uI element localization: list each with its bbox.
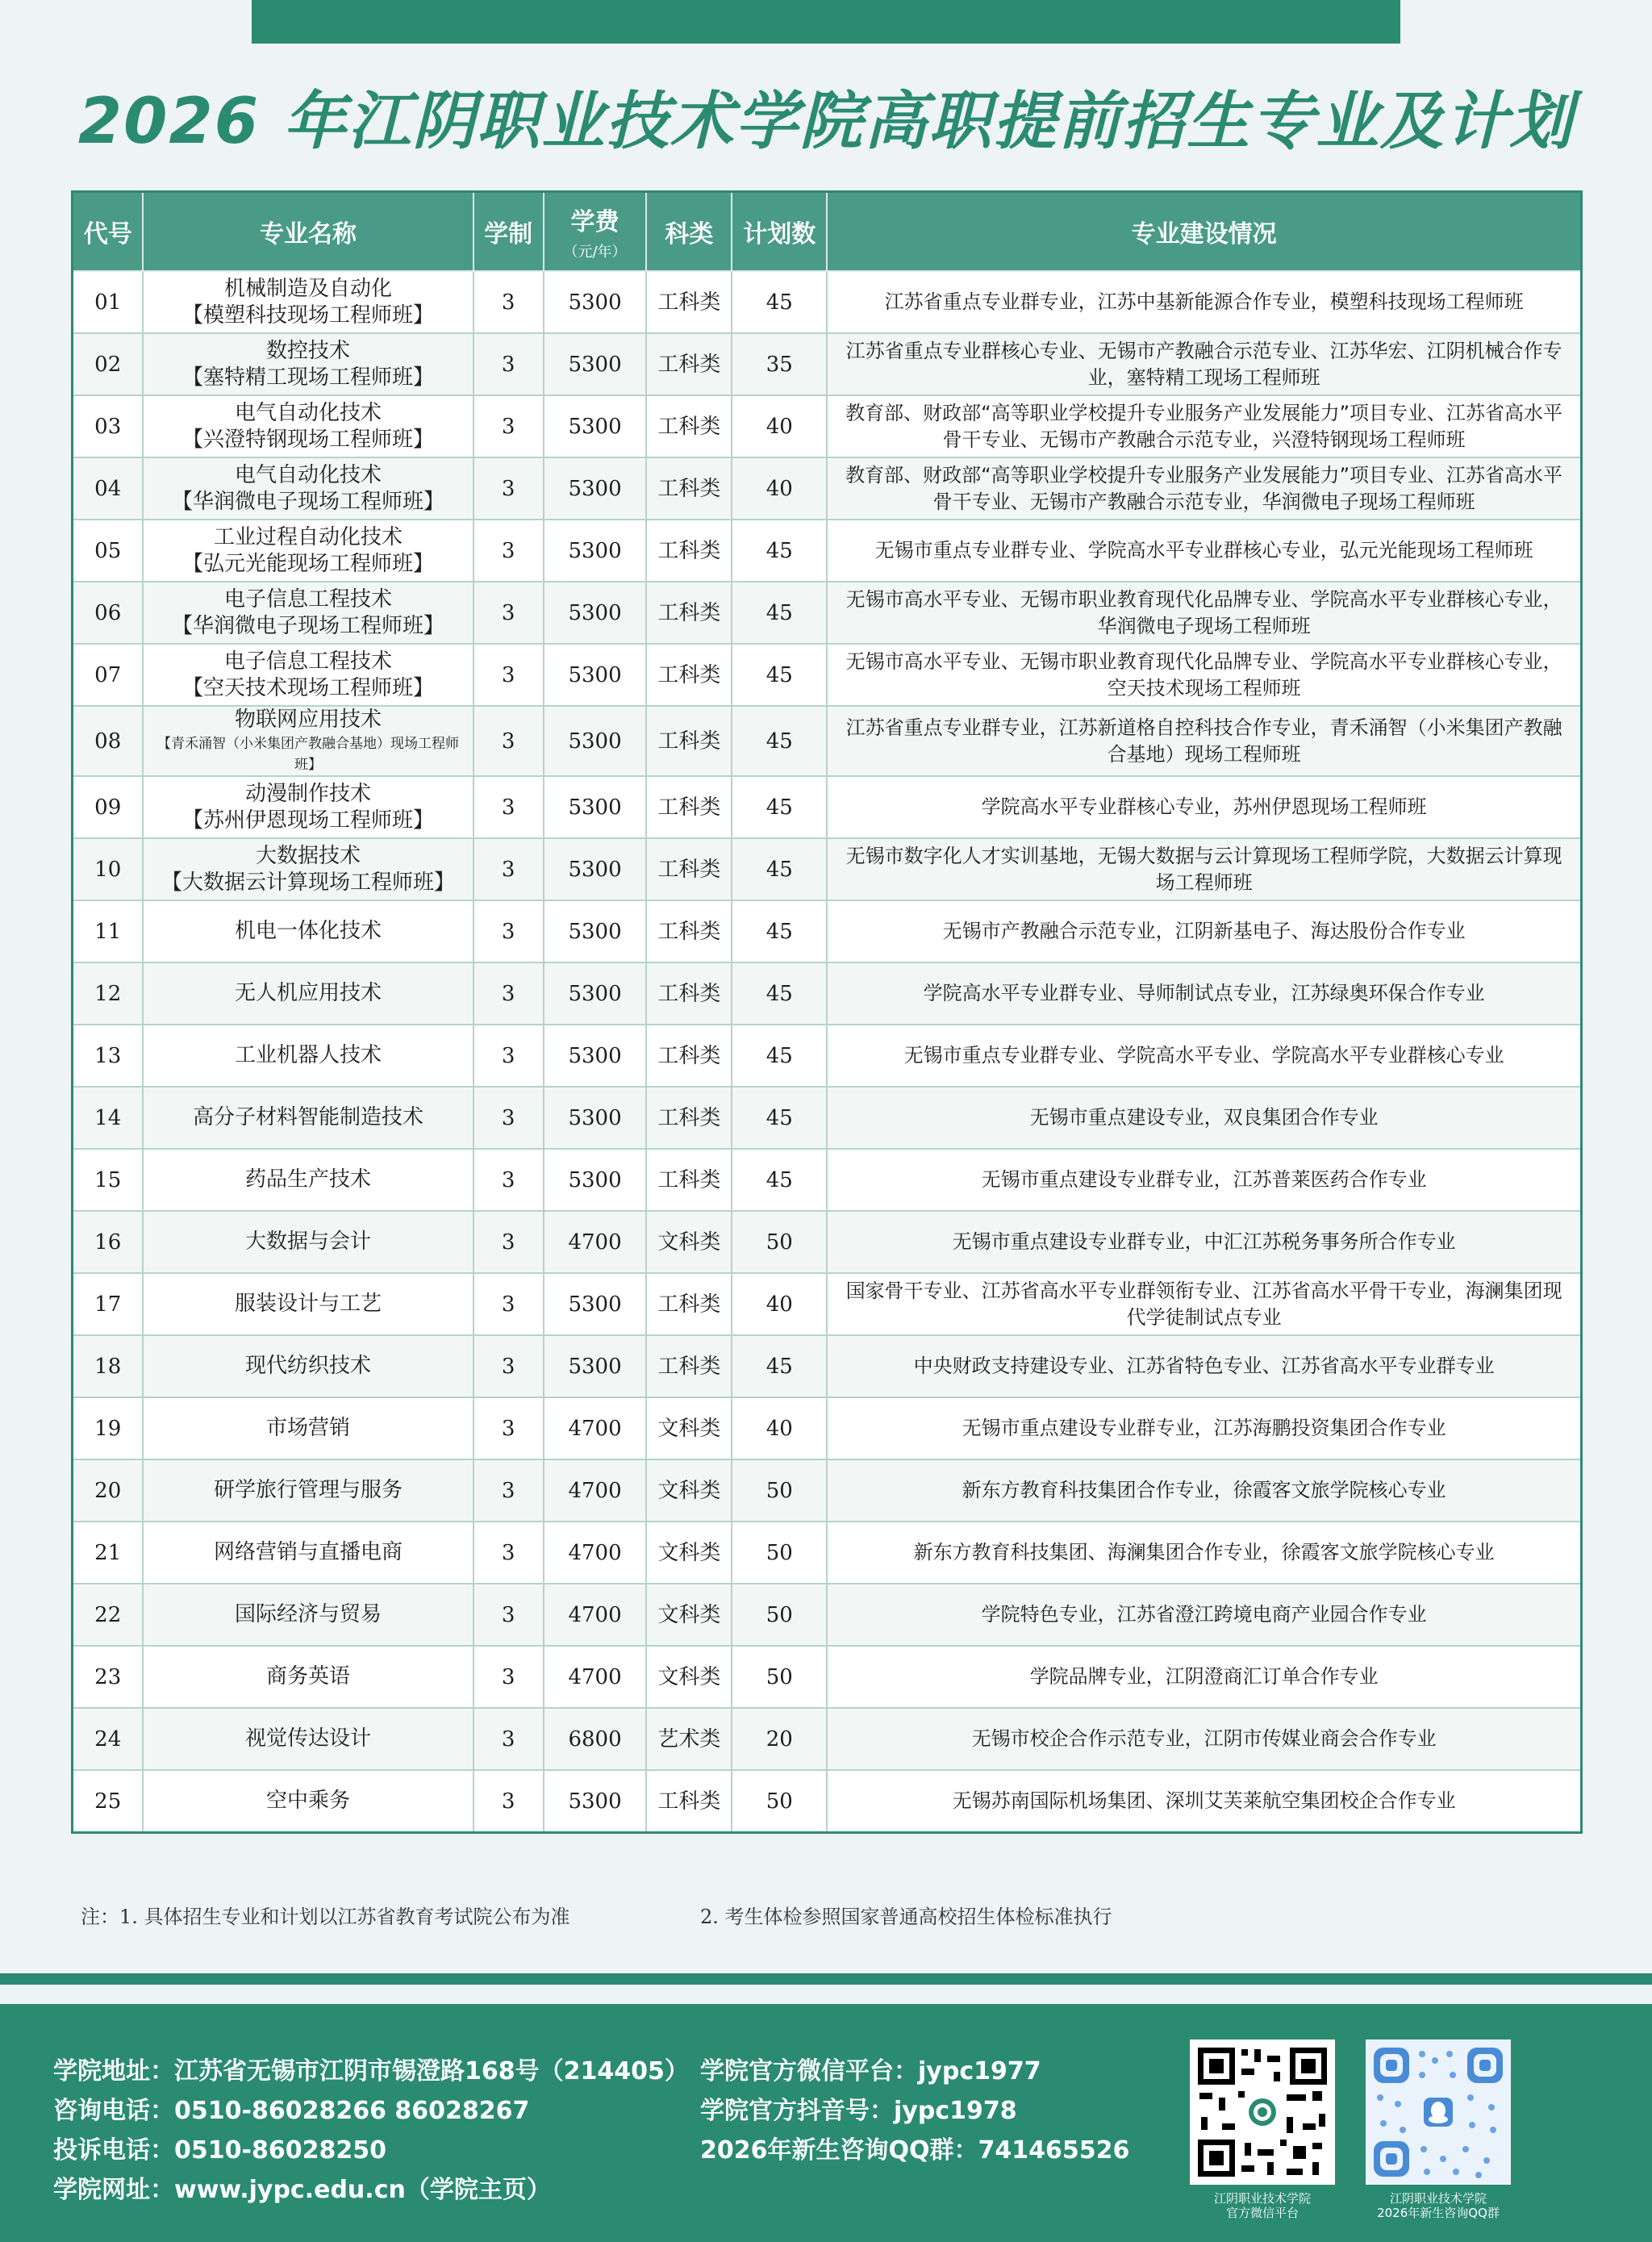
table-row	[73, 271, 1582, 333]
major-name: 国际经济与贸易	[235, 1602, 382, 1626]
cell-fee: 5300	[544, 706, 647, 776]
cell-fee: 5300	[544, 333, 647, 395]
major-name: 工业过程自动化技术	[214, 524, 403, 549]
cell-fee: 5300	[544, 1335, 647, 1397]
cell-plan: 40	[732, 457, 827, 520]
cell-plan: 45	[732, 520, 827, 582]
cell-category: 工科类	[646, 1025, 732, 1087]
cell-duration: 3	[473, 1087, 544, 1149]
qq-qr-caption	[1350, 2191, 1527, 2220]
cell-major	[143, 395, 473, 457]
cell-duration: 3	[473, 582, 544, 644]
major-class: 【华润微电子现场工程师班】	[172, 613, 445, 638]
cell-fee: 5300	[544, 457, 647, 520]
cell-major	[143, 1149, 473, 1211]
cell-code: 21	[73, 1522, 144, 1584]
cell-major	[143, 1025, 473, 1087]
cell-plan: 45	[732, 644, 827, 706]
cell-category: 文科类	[646, 1584, 732, 1646]
cell-construction: 无锡市重点建设专业群专业，江苏普莱医药合作专业	[827, 1149, 1581, 1211]
cell-fee: 5300	[544, 1273, 647, 1335]
cell-category: 工科类	[646, 900, 732, 962]
cell-construction: 学院高水平专业群专业、导师制试点专业，江苏绿奥环保合作专业	[827, 962, 1581, 1025]
cell-plan: 50	[732, 1211, 827, 1273]
table-row	[73, 1646, 1582, 1708]
cell-major	[143, 1584, 473, 1646]
cell-category: 工科类	[646, 1335, 732, 1397]
cell-plan: 45	[732, 582, 827, 644]
cell-fee: 4700	[544, 1646, 647, 1708]
cell-code: 03	[73, 395, 144, 457]
cell-fee: 5300	[544, 776, 647, 838]
cell-duration: 3	[473, 1770, 544, 1833]
table-row	[73, 900, 1582, 962]
table-row	[73, 1708, 1582, 1770]
cell-plan: 40	[732, 1397, 827, 1459]
cell-duration: 3	[473, 838, 544, 900]
cell-category: 工科类	[646, 1770, 732, 1833]
cell-construction: 无锡市重点建设专业群专业，江苏海鹏投资集团合作专业	[827, 1397, 1581, 1459]
cell-fee: 4700	[544, 1459, 647, 1522]
cell-construction: 无锡市重点建设专业，双良集团合作专业	[827, 1087, 1581, 1149]
cell-plan: 45	[732, 1149, 827, 1211]
cell-fee: 5300	[544, 838, 647, 900]
cell-fee: 4700	[544, 1522, 647, 1584]
cell-plan: 45	[732, 1087, 827, 1149]
major-name: 网络营销与直播电商	[214, 1540, 403, 1564]
note-1: 注：1. 具体招生专业和计划以江苏省教育考试院公布为准	[81, 1906, 570, 1928]
cell-duration: 3	[473, 1273, 544, 1335]
consult-phone: 咨询电话：0510-86028266 86028267	[53, 2097, 530, 2125]
col-header-fee	[544, 192, 647, 272]
cell-code: 19	[73, 1397, 144, 1459]
cell-category: 工科类	[646, 395, 732, 457]
cell-plan: 35	[732, 333, 827, 395]
major-class: 【模塑科技现场工程师班】	[182, 303, 435, 328]
cell-duration: 3	[473, 457, 544, 520]
wechat-qr-icon	[1190, 2040, 1335, 2185]
cell-category: 工科类	[646, 1273, 732, 1335]
major-name: 物联网应用技术	[235, 708, 382, 732]
cell-category: 文科类	[646, 1646, 732, 1708]
wechat-qr-code[interactable]	[1190, 2040, 1335, 2185]
major-class: 【塞特精工现场工程师班】	[182, 365, 435, 390]
col-header-code: 代号	[73, 192, 144, 272]
cell-duration: 3	[473, 271, 544, 333]
cell-category: 文科类	[646, 1397, 732, 1459]
cell-construction: 江苏省重点专业群专业，江苏中基新能源合作专业，模塑科技现场工程师班	[827, 271, 1581, 333]
cell-fee: 5300	[544, 1025, 647, 1087]
cell-major	[143, 1211, 473, 1273]
cell-construction: 无锡市数字化人才实训基地，无锡大数据与云计算现场工程师学院，大数据云计算现场工程师班	[827, 838, 1581, 900]
cell-category: 艺术类	[646, 1708, 732, 1770]
cell-construction: 无锡市高水平专业、无锡市职业教育现代化品牌专业、学院高水平专业群核心专业，华润微电子现场工程师班	[827, 582, 1581, 644]
major-class: 【大数据云计算现场工程师班】	[161, 870, 456, 895]
cell-plan: 50	[732, 1522, 827, 1584]
cell-fee: 5300	[544, 271, 647, 333]
enrollment-plan-table	[71, 190, 1583, 1834]
cell-plan: 45	[732, 1025, 827, 1087]
cell-construction: 新东方教育科技集团合作专业，徐霞客文旅学院核心专业	[827, 1459, 1581, 1522]
table-row	[73, 1335, 1582, 1397]
cell-code: 10	[73, 838, 144, 900]
cell-duration: 3	[473, 1522, 544, 1584]
cell-category: 工科类	[646, 271, 732, 333]
table-row	[73, 582, 1582, 644]
cell-plan: 45	[732, 706, 827, 776]
major-name: 动漫制作技术	[245, 781, 372, 806]
cell-construction: 学院特色专业，江苏省澄江跨境电商产业园合作专业	[827, 1584, 1581, 1646]
cell-category: 工科类	[646, 962, 732, 1025]
footer	[0, 2004, 1652, 2242]
cell-construction: 教育部、财政部“高等职业学校提升专业服务产业发展能力”项目专业、江苏省高水平骨干专业、无锡市产教融合示范专业，兴澄特钢现场工程师班	[827, 395, 1581, 457]
major-name: 现代纺织技术	[245, 1354, 372, 1378]
major-name: 大数据与会计	[245, 1230, 372, 1254]
cell-major	[143, 962, 473, 1025]
major-name: 电气自动化技术	[235, 462, 382, 487]
cell-category: 工科类	[646, 1087, 732, 1149]
cell-construction: 学院品牌专业，江阴澄商汇订单合作专业	[827, 1646, 1581, 1708]
table-row	[73, 1025, 1582, 1087]
major-name: 大数据技术	[256, 843, 361, 868]
cell-duration: 3	[473, 520, 544, 582]
table-row	[73, 1087, 1582, 1149]
cell-duration: 3	[473, 1211, 544, 1273]
cell-duration: 3	[473, 1335, 544, 1397]
cell-code: 11	[73, 900, 144, 962]
cell-code: 06	[73, 582, 144, 644]
complaint-phone: 投诉电话：0510-86028250	[53, 2136, 386, 2165]
cell-major	[143, 1273, 473, 1335]
cell-duration: 3	[473, 962, 544, 1025]
cell-plan: 45	[732, 1335, 827, 1397]
cell-code: 04	[73, 457, 144, 520]
cell-code: 22	[73, 1584, 144, 1646]
cell-fee: 5300	[544, 582, 647, 644]
major-class: 【青禾涌智（小米集团产教融合基地）现场工程师班】	[157, 736, 460, 773]
table-row	[73, 520, 1582, 582]
table-row	[73, 333, 1582, 395]
table-row	[73, 1211, 1582, 1273]
cell-plan: 50	[732, 1584, 827, 1646]
cell-duration: 3	[473, 776, 544, 838]
cell-duration: 3	[473, 395, 544, 457]
cell-plan: 45	[732, 962, 827, 1025]
cell-plan: 50	[732, 1459, 827, 1522]
cell-major	[143, 1522, 473, 1584]
cell-construction: 无锡市校企合作示范专业，江阴市传媒业商会合作专业	[827, 1708, 1581, 1770]
major-name: 工业机器人技术	[235, 1043, 382, 1067]
major-name: 机电一体化技术	[235, 919, 382, 943]
table-row	[73, 457, 1582, 520]
cell-code: 09	[73, 776, 144, 838]
col-header-category: 科类	[646, 192, 732, 272]
wechat-account: 学院官方微信平台：jypc1977	[700, 2057, 1041, 2085]
cell-major	[143, 333, 473, 395]
major-name: 服装设计与工艺	[235, 1292, 382, 1316]
cell-major	[143, 644, 473, 706]
cell-code: 18	[73, 1335, 144, 1397]
cell-construction: 教育部、财政部“高等职业学校提升专业服务产业发展能力”项目专业、江苏省高水平骨干专业、无锡市产教融合示范专业，华润微电子现场工程师班	[827, 457, 1581, 520]
cell-fee: 5300	[544, 644, 647, 706]
col-header-duration: 学制	[473, 192, 544, 272]
cell-category: 工科类	[646, 457, 732, 520]
cell-code: 25	[73, 1770, 144, 1833]
cell-code: 14	[73, 1087, 144, 1149]
cell-plan: 45	[732, 776, 827, 838]
cell-code: 05	[73, 520, 144, 582]
cell-construction: 无锡市高水平专业、无锡市职业教育现代化品牌专业、学院高水平专业群核心专业，空天技术现场工程师班	[827, 644, 1581, 706]
cell-duration: 3	[473, 1646, 544, 1708]
cell-construction: 无锡市重点专业群专业、学院高水平专业群核心专业，弘元光能现场工程师班	[827, 520, 1581, 582]
cell-plan: 45	[732, 838, 827, 900]
cell-major	[143, 1708, 473, 1770]
cell-major	[143, 457, 473, 520]
major-class: 【兴澄特钢现场工程师班】	[182, 427, 435, 452]
cell-category: 工科类	[646, 776, 732, 838]
cell-code: 17	[73, 1273, 144, 1335]
table-header-row	[73, 192, 1582, 272]
cell-category: 文科类	[646, 1459, 732, 1522]
table-row	[73, 838, 1582, 900]
cell-plan: 40	[732, 1273, 827, 1335]
cell-category: 工科类	[646, 333, 732, 395]
cell-code: 20	[73, 1459, 144, 1522]
cell-construction: 无锡市重点建设专业群专业，中汇江苏税务事务所合作专业	[827, 1211, 1581, 1273]
major-name: 数控技术	[266, 338, 351, 363]
cell-fee: 5300	[544, 1087, 647, 1149]
cell-fee: 5300	[544, 520, 647, 582]
cell-major	[143, 776, 473, 838]
cell-duration: 3	[473, 644, 544, 706]
table-body	[73, 271, 1582, 1833]
cell-code: 02	[73, 333, 144, 395]
col-header-plan: 计划数	[732, 192, 827, 272]
cell-major	[143, 271, 473, 333]
col-header-major: 专业名称	[143, 192, 473, 272]
qq-qr-caption-line1: 江阴职业技术学院	[1389, 2191, 1487, 2206]
cell-construction: 新东方教育科技集团、海澜集团合作专业，徐霞客文旅学院核心专业	[827, 1522, 1581, 1584]
table-row	[73, 962, 1582, 1025]
major-name: 电子信息工程技术	[224, 649, 393, 674]
cell-fee: 4700	[544, 1584, 647, 1646]
major-name: 空中乘务	[266, 1789, 351, 1813]
major-name: 机械制造及自动化	[224, 276, 393, 301]
table-row	[73, 706, 1582, 776]
cell-code: 16	[73, 1211, 144, 1273]
cell-plan: 50	[732, 1770, 827, 1833]
cell-major	[143, 900, 473, 962]
cell-plan: 20	[732, 1708, 827, 1770]
cell-duration: 3	[473, 900, 544, 962]
douyin-account: 学院官方抖音号：jypc1978	[700, 2097, 1017, 2125]
table-row	[73, 1584, 1582, 1646]
cell-code: 07	[73, 644, 144, 706]
cell-major	[143, 520, 473, 582]
fee-label: 学费	[570, 208, 620, 236]
major-name: 研学旅行管理与服务	[214, 1478, 403, 1502]
major-name: 药品生产技术	[245, 1167, 372, 1192]
cell-duration: 3	[473, 1025, 544, 1087]
note-2: 2. 考生体检参照国家普通高校招生体检标准执行	[700, 1906, 1112, 1928]
cell-major	[143, 1335, 473, 1397]
cell-construction: 无锡市产教融合示范专业，江阴新基电子、海达股份合作专业	[827, 900, 1581, 962]
cell-code: 01	[73, 271, 144, 333]
cell-code: 15	[73, 1149, 144, 1211]
table-row	[73, 1770, 1582, 1833]
cell-category: 工科类	[646, 644, 732, 706]
cell-major	[143, 1459, 473, 1522]
table-row	[73, 776, 1582, 838]
table-row	[73, 1149, 1582, 1211]
cell-code: 08	[73, 706, 144, 776]
wechat-qr-caption-line2: 官方微信平台	[1225, 2206, 1299, 2220]
major-class: 【弘元光能现场工程师班】	[182, 551, 435, 576]
major-class: 【华润微电子现场工程师班】	[172, 489, 445, 514]
cell-category: 工科类	[646, 520, 732, 582]
table-row	[73, 1459, 1582, 1522]
cell-major	[143, 706, 473, 776]
address: 学院地址：江苏省无锡市江阴市锡澄路168号（214405）	[53, 2057, 689, 2085]
major-name: 无人机应用技术	[235, 981, 382, 1005]
cell-duration: 3	[473, 1584, 544, 1646]
cell-code: 23	[73, 1646, 144, 1708]
website-link[interactable]: 学院网址：www.jypc.edu.cn（学院主页）	[53, 2176, 551, 2204]
top-decor-bar	[252, 0, 1400, 44]
qq-qr-code[interactable]	[1366, 2040, 1511, 2185]
cell-construction: 江苏省重点专业群核心专业、无锡市产教融合示范专业、江苏华宏、江阴机械合作专业，塞特精工现场工程师班	[827, 333, 1581, 395]
cell-major	[143, 1087, 473, 1149]
col-header-construction: 专业建设情况	[827, 192, 1581, 272]
cell-category: 工科类	[646, 838, 732, 900]
cell-fee: 5300	[544, 395, 647, 457]
major-name: 商务英语	[266, 1664, 351, 1689]
cell-plan: 45	[732, 900, 827, 962]
table-row	[73, 1273, 1582, 1335]
wechat-qr-caption-line1: 江阴职业技术学院	[1213, 2191, 1311, 2206]
cell-duration: 3	[473, 1397, 544, 1459]
cell-major	[143, 1397, 473, 1459]
table-row	[73, 395, 1582, 457]
fee-unit: （元/年）	[563, 244, 627, 261]
cell-major	[143, 1770, 473, 1833]
cell-plan: 40	[732, 395, 827, 457]
cell-duration: 3	[473, 333, 544, 395]
major-name: 视觉传达设计	[245, 1726, 372, 1751]
cell-category: 文科类	[646, 1211, 732, 1273]
page-title: 2026 年江阴职业技术学院高职提前招生专业及计划	[77, 86, 1575, 158]
cell-category: 工科类	[646, 706, 732, 776]
cell-code: 13	[73, 1025, 144, 1087]
cell-construction: 江苏省重点专业群专业，江苏新道格自控科技合作专业，青禾涌智（小米集团产教融合基地）现场工程师班	[827, 706, 1581, 776]
cell-category: 工科类	[646, 1149, 732, 1211]
table-row	[73, 1397, 1582, 1459]
major-name: 高分子材料智能制造技术	[193, 1105, 424, 1129]
cell-code: 12	[73, 962, 144, 1025]
cell-duration: 3	[473, 1459, 544, 1522]
cell-construction: 无锡市重点专业群专业、学院高水平专业、学院高水平专业群核心专业	[827, 1025, 1581, 1087]
cell-fee: 6800	[544, 1708, 647, 1770]
qq-qr-caption-line2: 2026年新生咨询QQ群	[1377, 2206, 1500, 2220]
cell-construction: 学院高水平专业群核心专业，苏州伊恩现场工程师班	[827, 776, 1581, 838]
major-class: 【苏州伊恩现场工程师班】	[182, 808, 435, 833]
cell-construction: 无锡苏南国际机场集团、深圳艾芙莱航空集团校企合作专业	[827, 1770, 1581, 1833]
qq-qr-icon	[1366, 2040, 1511, 2185]
cell-construction: 国家骨干专业、江苏省高水平专业群领衔专业、江苏省高水平骨干专业，海澜集团现代学徒制试点专业	[827, 1273, 1581, 1335]
cell-fee: 5300	[544, 962, 647, 1025]
cell-major	[143, 582, 473, 644]
cell-plan: 50	[732, 1646, 827, 1708]
cell-code: 24	[73, 1708, 144, 1770]
cell-fee: 5300	[544, 900, 647, 962]
cell-fee: 4700	[544, 1397, 647, 1459]
cell-duration: 3	[473, 1149, 544, 1211]
major-name: 电气自动化技术	[235, 400, 382, 425]
major-name: 市场营销	[266, 1416, 351, 1440]
table-row	[73, 644, 1582, 706]
cell-duration: 3	[473, 1708, 544, 1770]
cell-fee: 4700	[544, 1211, 647, 1273]
major-name: 电子信息工程技术	[224, 587, 393, 612]
cell-fee: 5300	[544, 1770, 647, 1833]
cell-plan: 45	[732, 271, 827, 333]
table-row	[73, 1522, 1582, 1584]
cell-duration: 3	[473, 706, 544, 776]
cell-major	[143, 1646, 473, 1708]
wechat-qr-caption	[1174, 2191, 1351, 2220]
cell-category: 文科类	[646, 1522, 732, 1584]
cell-fee: 5300	[544, 1149, 647, 1211]
cell-major	[143, 838, 473, 900]
major-class: 【空天技术现场工程师班】	[182, 675, 435, 700]
qq-group: 2026年新生咨询QQ群：741465526	[700, 2136, 1130, 2165]
footer-divider	[0, 1973, 1652, 1985]
cell-category: 工科类	[646, 582, 732, 644]
cell-construction: 中央财政支持建设专业、江苏省特色专业、江苏省高水平专业群专业	[827, 1335, 1581, 1397]
